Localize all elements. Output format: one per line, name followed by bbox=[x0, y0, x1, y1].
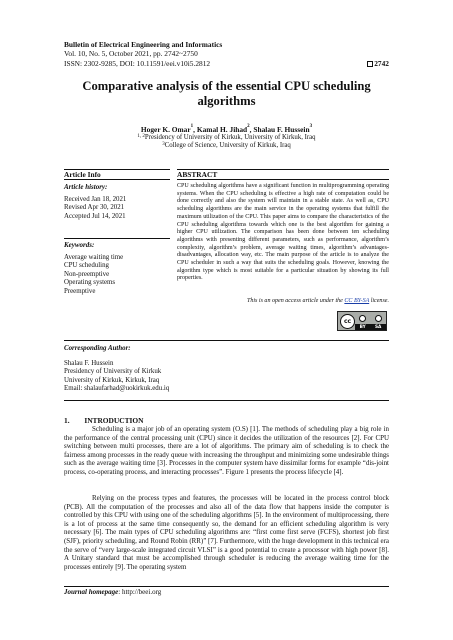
affiliation-text: College of Science, University of Kirkuk, Iraq bbox=[164, 142, 291, 149]
corresponding-heading: Corresponding Author: bbox=[64, 345, 131, 352]
cc-badge-icons bbox=[355, 312, 386, 324]
abstract-text: CPU scheduling algorithms have a significant function in multiprogramming operating systems. When the CPU scheduling is effective a high rate of computation could be done correctly and also the system will maintain in a stable state. As well as, CPU scheduling algorithms are the main service in the operating systems that fulfill the maximum utilization of the CPU. This paper aims to compare the characteristics of the CPU scheduling algorithms towards which one is the best algorithm for gaining a higher CPU utilization. The comparison has been done between ten scheduling algorithms with presenting different parameters, such as performance, algorithm’s complexity, algorithm’s problem, average waiting times, algorithm’s advantages-disadvantages, allocation way, etc. The main purpose of the article is to analyze the CPU scheduler in such a way that suits the scheduling goals. However, knowing the algorithm type which is most suitable for a particular situation by showing its full properties. bbox=[177, 183, 389, 282]
keyword-item: Preemptive bbox=[64, 287, 96, 295]
section-heading: 1. INTRODUCTION bbox=[64, 416, 144, 425]
author-sup: 1 bbox=[190, 124, 194, 129]
license-line bbox=[177, 298, 389, 304]
affiliation-text: Presidency of University of Kirkuk, University of Kirkuk, Iraq bbox=[144, 134, 316, 141]
cc-badge-labels bbox=[355, 324, 386, 330]
cc-sa-label: SA bbox=[374, 324, 382, 330]
page-footer bbox=[64, 586, 389, 596]
page-number bbox=[367, 59, 389, 68]
journal-name: Bulletin of Electrical Engineering and Informatics bbox=[64, 40, 223, 49]
history-item: Revised Apr 30, 2021 bbox=[64, 204, 125, 212]
license-link[interactable]: CC BY-SA bbox=[344, 298, 370, 304]
affiliation bbox=[64, 142, 389, 150]
cc-by-label: BY bbox=[359, 324, 366, 330]
keyword-item: Average waiting time bbox=[64, 253, 124, 261]
body-paragraph: Scheduling is a major job of an operating system (O.S) [1]. The methods of scheduling play a big role in the performance of the central processing unit (CPU) since it decides the utilization of the resources [2]. For CPU switching between multi processes, there are a lot of algorithms. The primary aim of scheduling is to check the fairness among processes in the ready queue with increasing the throughput and minimizing some undesirable things such as the average waiting time [3]. Processes in the computer system have dissimilar forms for example “dis-joint process, co-operating process, and interacting processes”. Figure 1 presents the process lifecycle [4]. bbox=[64, 425, 389, 476]
keywords-heading: Keywords: bbox=[64, 241, 95, 249]
author-list: Hoger K. Omar$^1$, Kamal H. Jihad$^2$, Shalau F. Hussein$^3$ bbox=[140, 124, 313, 134]
keyword-item: Operating systems bbox=[64, 279, 116, 287]
author-name: Kamal H. Jihad bbox=[196, 125, 248, 134]
body-paragraph: Relying on the process types and features, the processes will be located in the process control block (PCB). All the computation of the processes and also all of the data flow that happens inside the computer is controlled by this CPU with using one of the scheduling algorithms [5]. In the environment of multiprocessing, there is a lot of process at the same time consequently so, the demand for an efficient scheduling algorithm is very necessary [6]. The main types of CPU scheduling algorithms are: “first come first serve (FCFS), shortest job first (SJF), priority scheduling, and Round Robin (RR)” [7]. Furthermore, with the huge development in this technical era the serve of “very large-scale integrated circuit VLSI” is a good potential to create a processor with high power [8]. A Unitary standard that must be accomplished through scheduler is reducing the average waiting time for the processes entirely [9]. The operating system bbox=[64, 494, 389, 571]
keyword-item: Non-preemptive bbox=[64, 270, 110, 278]
keyword-item: CPU scheduling bbox=[64, 262, 109, 270]
cc-by-sa-badge[interactable] bbox=[337, 311, 387, 331]
author-sup: 3 bbox=[309, 124, 313, 129]
history-item: Accepted Jul 14, 2021 bbox=[64, 212, 126, 220]
share-alike-icon bbox=[375, 315, 382, 322]
cc-badge-right bbox=[355, 312, 386, 330]
square-icon bbox=[367, 61, 373, 67]
keywords-section bbox=[64, 238, 170, 297]
page-number-text: 2742 bbox=[374, 59, 389, 68]
abstract-heading: ABSTRACT bbox=[177, 169, 389, 180]
corresponding-line: Presidency of University of Kirkuk bbox=[64, 368, 162, 375]
footer-url[interactable]: : http://beei.org bbox=[118, 588, 162, 596]
author-name: Hoger K. Omar bbox=[140, 125, 191, 134]
license-suffix: license. bbox=[369, 298, 389, 304]
history-item: Received Jan 18, 2021 bbox=[64, 195, 127, 203]
paper-title: Comparative analysis of the essential CPU scheduling algorithms bbox=[82, 79, 371, 108]
license-prefix: This is an open access article under the bbox=[246, 298, 345, 304]
corresponding-email: Email: shalaufarhad@uokirkuk.edu.iq bbox=[64, 385, 170, 392]
author-name: Shalau F. Hussein bbox=[253, 125, 310, 134]
article-info-heading: Article Info bbox=[64, 169, 170, 180]
footer-label: Journal homepage bbox=[64, 588, 119, 596]
attribution-icon bbox=[359, 315, 366, 322]
journal-issn: ISSN: 2302-9285, DOI: 10.11591/eei.v10i5.2812 bbox=[64, 58, 211, 68]
affiliation-sup: 3 bbox=[162, 142, 165, 147]
corresponding-author bbox=[64, 340, 389, 401]
corresponding-line: Shalau F. Hussein bbox=[64, 359, 114, 367]
author-sup: 2 bbox=[247, 124, 250, 129]
journal-header bbox=[64, 40, 394, 68]
affiliation-sup: 1, 2 bbox=[137, 134, 145, 139]
article-history bbox=[64, 183, 170, 221]
cc-icon: cc bbox=[340, 314, 355, 329]
history-heading: Article history: bbox=[64, 183, 108, 191]
corresponding-line: University of Kirkuk, Kirkuk, Iraq bbox=[64, 376, 160, 384]
journal-volume: Vol. 10, No. 5, October 2021, pp. 2742~2750 bbox=[64, 49, 198, 59]
